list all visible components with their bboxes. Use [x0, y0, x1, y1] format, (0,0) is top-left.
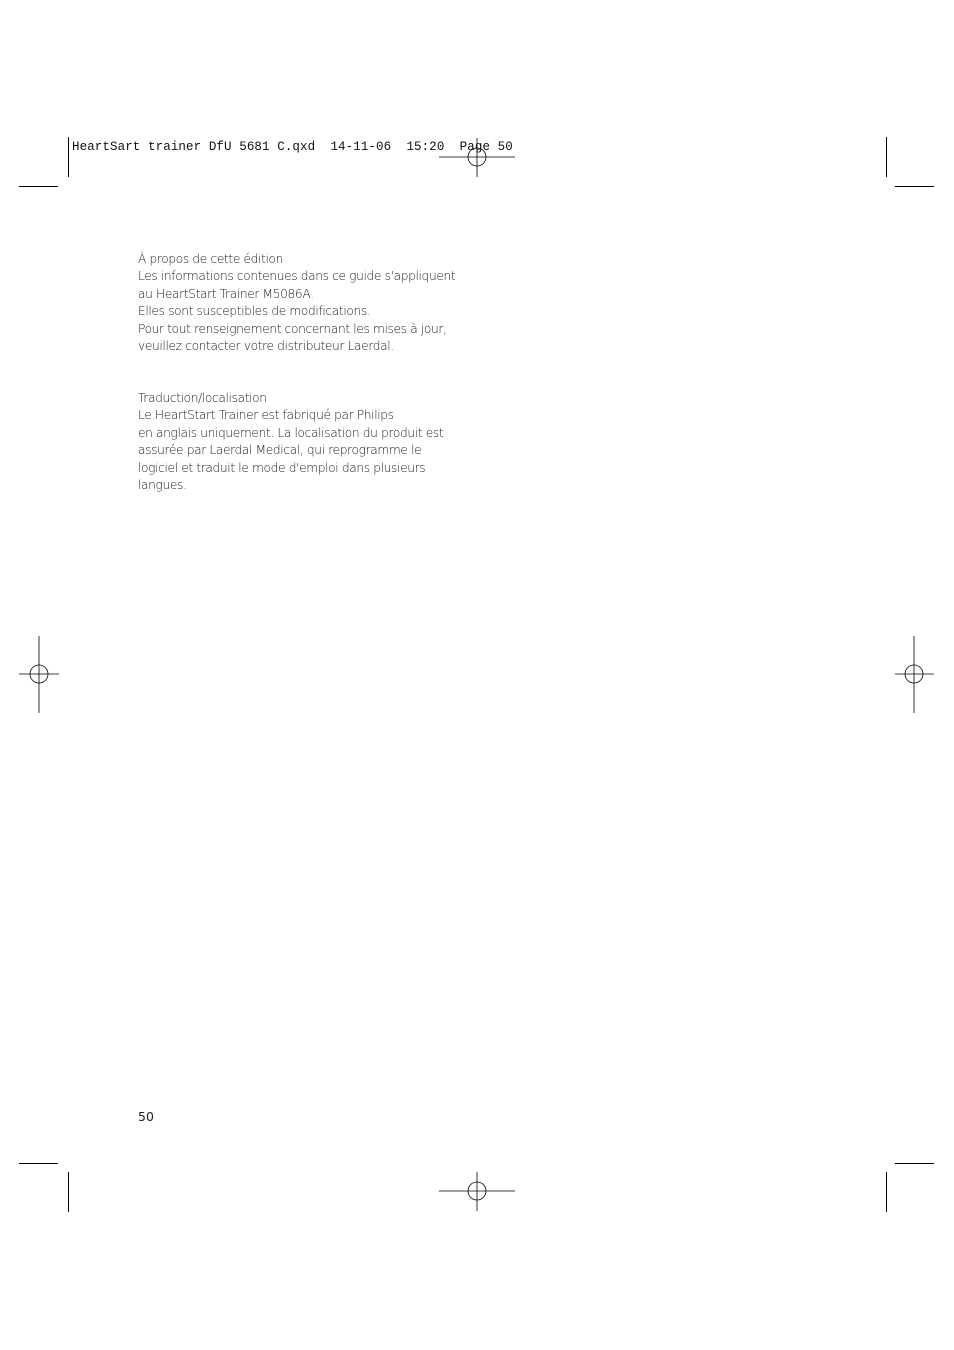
body-line: Pour tout renseignement concernant les mises à jour,: [138, 321, 447, 336]
section-heading: Traduction/localisation: [138, 391, 267, 405]
body-line: Elles sont susceptibles de modifications.: [138, 304, 371, 319]
registration-mark-bottom: [439, 1172, 515, 1211]
body-line: Les informations contenues dans ce guide s'appliquent: [138, 269, 456, 284]
body-line: Le HeartStart Trainer est fabriqué par Philips: [138, 408, 394, 423]
body-line: veuillez contacter votre distributeur Laerdal.: [138, 339, 394, 354]
section-translation: [138, 390, 468, 494]
body-line: assurée par Laerdal Medical, qui reprogramme le: [138, 443, 422, 458]
registration-mark-right: [895, 636, 934, 713]
registration-mark-left: [19, 636, 59, 713]
body-line: langues.: [138, 478, 187, 493]
page-number: 50: [138, 1109, 154, 1124]
body-line: logiciel et traduit le mode d'emploi dans plusieurs: [138, 460, 426, 475]
section-about-edition: [138, 251, 468, 355]
body-line: au HeartStart Trainer M5086A.: [138, 286, 314, 301]
section-heading: À propos de cette édition: [138, 252, 284, 266]
file-slug-line: HeartSart trainer DfU 5681 C.qxd 14-11-06 15:20 Page 50: [72, 140, 513, 154]
body-line: en anglais uniquement. La localisation du produit est: [138, 425, 444, 440]
